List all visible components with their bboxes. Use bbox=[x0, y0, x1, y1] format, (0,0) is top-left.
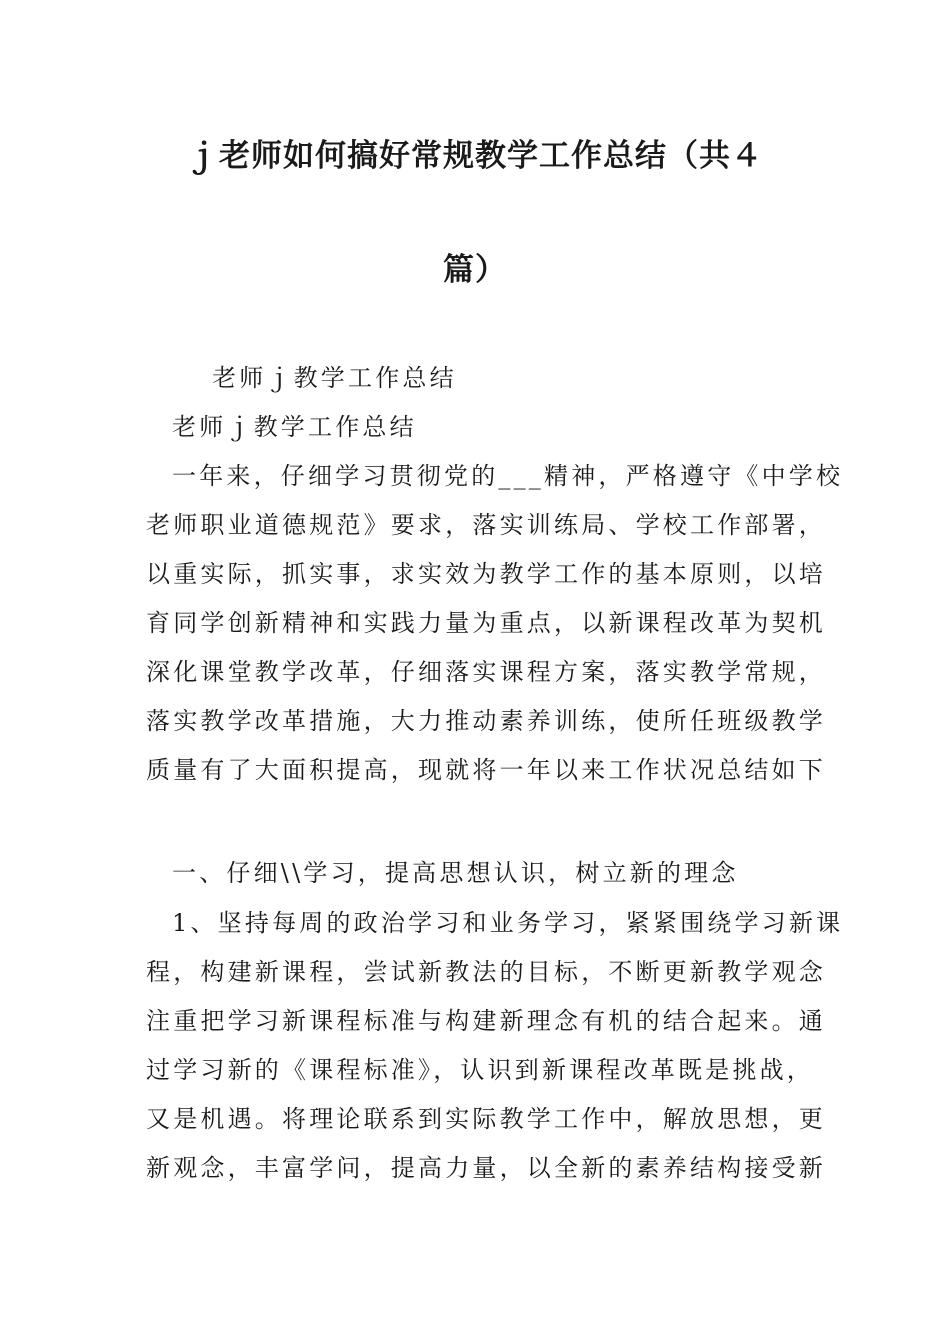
subtitle-1: 老师ｊ教学工作总结 bbox=[212, 364, 457, 392]
paragraph-2-line-6: 新观念，丰富学问，提高力量，以全新的素养结构接受新 bbox=[146, 1154, 826, 1182]
document-title-line-2: 篇） bbox=[443, 252, 507, 288]
section-1-heading: 一、仔细\\学习，提高思想认识，树立新的理念 bbox=[172, 859, 739, 887]
paragraph-1-line-1: 一年来，仔细学习贯彻党的___精神，严格遵守《中学校 bbox=[172, 462, 844, 490]
paragraph-1-line-6: 落实教学改革措施，大力推动素养训练，使所任班级教学 bbox=[146, 707, 826, 735]
paragraph-2-line-2: 程，构建新课程，尝试新教法的目标，不断更新教学观念 bbox=[146, 958, 826, 986]
paragraph-2-line-1: 1、坚持每周的政治学习和业务学习，紧紧围绕学习新课 bbox=[172, 909, 844, 937]
paragraph-1-line-4: 育同学创新精神和实践力量为重点，以新课程改革为契机 bbox=[146, 609, 826, 637]
paragraph-1-line-7: 质量有了大面积提高，现就将一年以来工作状况总结如下 bbox=[146, 756, 826, 784]
paragraph-2-line-3: 注重把学习新课程标准与构建新理念有机的结合起来。通 bbox=[146, 1007, 826, 1035]
paragraph-1-line-5: 深化课堂教学改革，仔细落实课程方案，落实教学常规， bbox=[146, 658, 826, 686]
subtitle-2: 老师ｊ教学工作总结 bbox=[172, 413, 417, 441]
paragraph-1-line-2: 老师职业道德规范》要求，落实训练局、学校工作部署， bbox=[146, 511, 826, 539]
paragraph-2-line-4: 过学习新的《课程标准》，认识到新课程改革既是挑战， bbox=[146, 1056, 814, 1084]
paragraph-2-line-5: 又是机遇。将理论联系到实际教学工作中，解放思想，更 bbox=[146, 1105, 826, 1133]
paragraph-1-line-3: 以重实际，抓实事，求实效为教学工作的基本原则，以培 bbox=[146, 560, 826, 588]
document-title-line-1: ｊ老师如何搞好常规教学工作总结（共４ bbox=[187, 138, 763, 174]
